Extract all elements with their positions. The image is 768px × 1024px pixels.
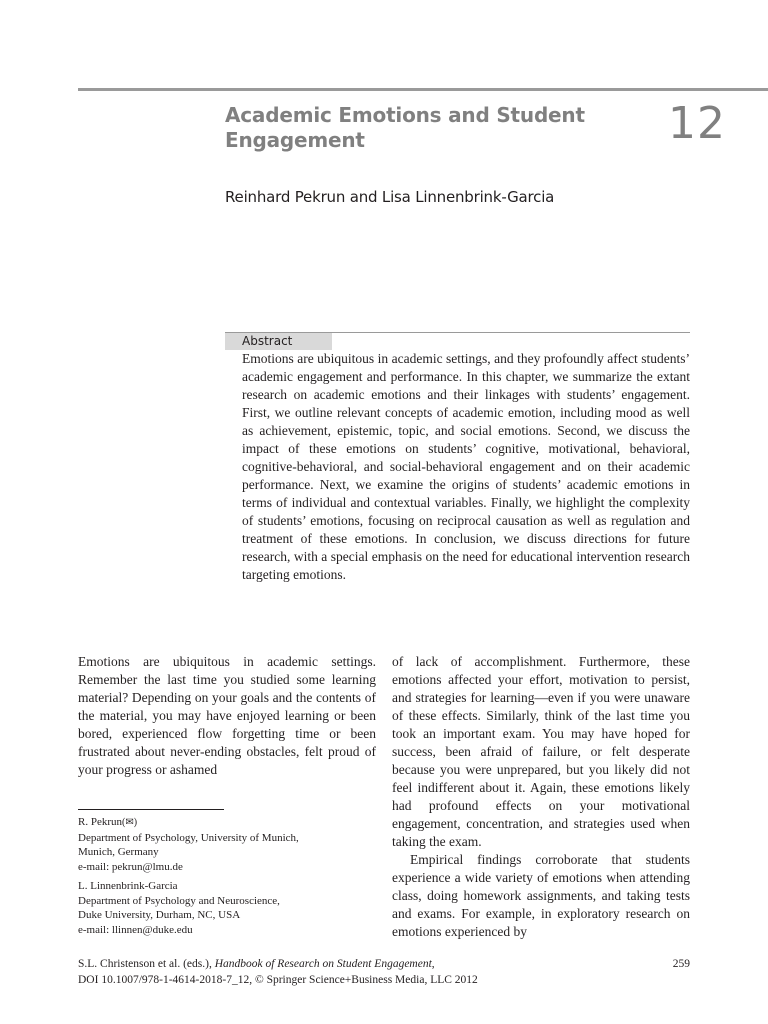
author-city: Munich, Germany xyxy=(78,846,159,858)
author-footnote-linnenbrink xyxy=(78,879,378,937)
page-footer xyxy=(78,956,690,988)
footnote-name-line xyxy=(78,815,378,831)
author-footnote-pekrun xyxy=(78,815,378,874)
citation-line xyxy=(78,956,690,972)
author-name: R. Pekrun xyxy=(78,816,122,828)
chapter-number: 12 xyxy=(668,98,726,149)
body-right-column xyxy=(392,653,690,941)
author-department: Department of Psychology, University of Munich, xyxy=(78,831,299,844)
body-left-column: Emotions are ubiquitous in academic settings. Remember the last time you studied some learning material? Depending on your goals and the contents of the material, you may have enjoyed learning or been bored, experienced flow forgetting time or been frustrated about never-ending obstacles, felt proud of your progress or ashamed xyxy=(78,654,376,777)
abstract-label: Abstract xyxy=(225,333,332,350)
chapter-title: Academic Emotions and Student Engagement xyxy=(225,103,585,152)
footnote-rule xyxy=(78,809,224,810)
body-paragraph: of lack of accomplishment. Furthermore, these emotions affected your effort, motivation to persist, and strategies for learning—even if you were unaware of these effects. Similarly, think of the last time you took an important exam. You may have hoped for success, been afraid of failure, or felt desperate because you were unprepared, but you likely did not feel indifferent about it. Again, these emotions likely had profound effects on your motivational engagement, concentration, and strategies used when taking the exam. xyxy=(392,654,690,849)
author-department: Department of Psychology and Neuroscience, xyxy=(78,894,280,907)
body-paragraph: Empirical findings corroborate that students experience a wide variety of emotions when attending class, doing homework assignments, and taking tests and exams. For example, in exploratory research on emotions experienced by xyxy=(392,852,690,939)
author-name: L. Linnenbrink-Garcia xyxy=(78,880,178,892)
page-number: 259 xyxy=(672,958,690,970)
doi-line: DOI 10.1007/978-1-4614-2018-7_12, © Springer Science+Business Media, LLC 2012 xyxy=(78,974,478,986)
book-title: Handbook of Research on Student Engagement xyxy=(214,958,432,970)
citation-suffix: , xyxy=(431,958,435,970)
chapter-authors: Reinhard Pekrun and Lisa Linnenbrink-Garcia xyxy=(225,188,555,206)
citation-prefix: S.L. Christenson et al. (eds.), xyxy=(78,958,215,970)
author-university: Duke University, Durham, NC, USA xyxy=(78,909,241,921)
abstract-text: Emotions are ubiquitous in academic settings, and they profoundly affect students’ academic engagement and performance. In this chapter, we summarize the extant research on academic emotions and their linkages with students’ engagement. First, we outline relevant concepts of academic emotion, including mood as well as achievement, epistemic, topic, and social emotions. Second, we discuss the impact of these emotions on students’ cognitive, motivational, behavioral, cognitive-behavioral, and social-behavioral engagement and on their academic performance. Next, we examine the origins of students’ academic emotions in terms of individual and contextual variables. Finally, we highlight the complexity of students’ emotions, focusing on reciprocal causation as well as regulation and treatment of these emotions. In conclusion, we discuss directions for future research, with a special emphasis on the need for educational intervention research targeting emotions. xyxy=(242,351,690,582)
author-email: e-mail: pekrun@lmu.de xyxy=(78,860,183,873)
top-rule xyxy=(78,88,768,91)
author-email: e-mail: llinnen@duke.edu xyxy=(78,923,193,936)
envelope-icon: (✉) xyxy=(122,817,138,828)
